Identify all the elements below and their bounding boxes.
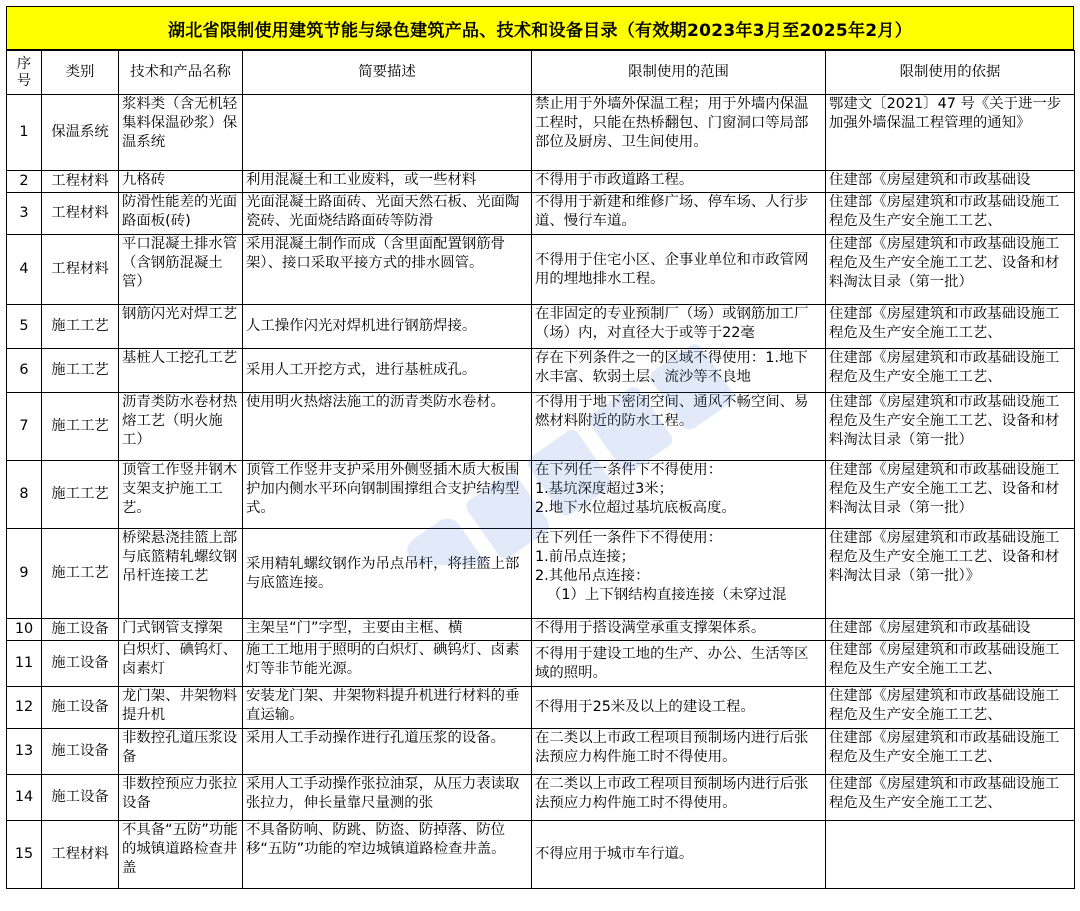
scope-line: 1.前吊点连接； [535,549,636,565]
header-basis: 限制使用的依据 [826,51,1075,95]
scope-line: （1）上下钢结构直接连接（未穿过混 [547,587,787,603]
row-name: 白炽灯、碘钨灯、卤素灯 [119,641,243,687]
row-basis: 住建部《房屋建筑和市政基础设施工程危及生产安全施工工艺、设备和材料淘汰目录（第一批） [826,235,1075,305]
row-number: 13 [7,729,42,775]
row-scope: 不得用于地下密闭空间、通风不畅空间、易燃材料附近的防水工程。 [532,393,826,461]
row-name: 沥青类防水卷材热熔工艺（明火施工） [119,393,243,461]
row-basis [826,821,1075,889]
row-basis: 住建部《房屋建筑和市政基础设施工程危及生产安全施工工艺、设备和材料淘汰目录（第一批） [826,461,1075,529]
row-number: 6 [7,349,42,393]
row-scope: 禁止用于外墙外保温工程；用于外墙内保温工程时，只能在热桥翻包、门窗洞口等局部部位及厨房、卫生间使用。 [532,95,826,171]
table-row [7,349,1075,393]
scope-line: 2.其他吊点连接： [535,568,650,584]
row-name: 门式钢管支撑架 [119,619,243,641]
row-category: 工程材料 [42,821,119,889]
table-row [7,821,1075,889]
row-number: 11 [7,641,42,687]
row-description: 采用人工手动操作进行孔道压浆的设备。 [243,729,532,775]
table-title: 湖北省限制使用建筑节能与绿色建筑产品、技术和设备目录（有效期2023年3月至2025年2月） [6,6,1074,50]
row-scope: 不得应用于城市车行道。 [532,821,826,889]
row-number: 8 [7,461,42,529]
row-name: 钢筋闪光对焊工艺 [119,305,243,349]
row-basis: 住建部《房屋建筑和市政基础设施工程危及生产安全施工工艺、设备和材料淘汰目录（第一批）》 [826,529,1075,619]
row-description: 光面混凝土路面砖、光面天然石板、光面陶瓷砖、光面烧结路面砖等防滑 [243,193,532,235]
table-row [7,619,1075,641]
row-basis: 住建部《房屋建筑和市政基础设 [826,619,1075,641]
row-scope [532,461,826,529]
row-scope: 存在下列条件之一的区域不得使用：1.地下水丰富、软弱土层、流沙等不良地 [532,349,826,393]
header-description: 简要描述 [243,51,532,95]
table-row [7,641,1075,687]
row-category: 施工工艺 [42,529,119,619]
table-row [7,687,1075,729]
table-row [7,235,1075,305]
row-description: 采用人工开挖方式，进行基桩成孔。 [243,349,532,393]
row-category: 施工设备 [42,729,119,775]
row-basis: 住建部《房屋建筑和市政基础设施工程危及生产安全施工工艺、 [826,349,1075,393]
table-header [7,51,1075,95]
row-scope: 不得用于市政道路工程。 [532,171,826,193]
row-number: 7 [7,393,42,461]
row-scope: 不得用于搭设满堂承重支撑架体系。 [532,619,826,641]
row-basis: 住建部《房屋建筑和市政基础设施工程危及生产安全施工工艺、设备和材料淘汰目录（第一批） [826,393,1075,461]
table-row [7,461,1075,529]
header-name: 技术和产品名称 [119,51,243,95]
table-row [7,393,1075,461]
row-basis: 住建部《房屋建筑和市政基础设 [826,171,1075,193]
row-name: 非数控孔道压浆设备 [119,729,243,775]
row-basis: 住建部《房屋建筑和市政基础设施工程危及生产安全施工工艺、 [826,775,1075,821]
row-number: 4 [7,235,42,305]
table-row [7,775,1075,821]
row-description: 人工操作闪光对焊机进行钢筋焊接。 [243,305,532,349]
row-category: 施工设备 [42,641,119,687]
scope-line: 1.基坑深度超过3米； [535,481,674,497]
row-basis: 鄂建文〔2021〕47 号《关于进一步加强外墙保温工程管理的通知》 [826,95,1075,171]
row-name: 顶管工作竖井钢木支架支护施工工艺。 [119,461,243,529]
row-description: 采用精轧螺纹钢作为吊点吊杆，将挂篮上部与底篮连接。 [243,529,532,619]
row-category: 施工工艺 [42,305,119,349]
header-no: 序号 [7,51,42,95]
row-basis: 住建部《房屋建筑和市政基础设施工程危及生产安全施工工艺、 [826,687,1075,729]
row-scope: 不得用于25米及以上的建设工程。 [532,687,826,729]
row-number: 3 [7,193,42,235]
row-description: 施工工地用于照明的白炽灯、碘钨灯、卤素灯等非节能光源。 [243,641,532,687]
row-name: 龙门架、井架物料提升机 [119,687,243,729]
catalog-sheet [6,6,1074,889]
row-number: 14 [7,775,42,821]
scope-line: 2.地下水位超过基坑底板高度。 [535,500,736,516]
row-number: 12 [7,687,42,729]
row-name: 不具备“五防”功能的城镇道路检查井盖 [119,821,243,889]
row-category: 施工工艺 [42,393,119,461]
table-body [7,95,1075,889]
row-name: 平口混凝土排水管（含钢筋混凝土管） [119,235,243,305]
row-number: 2 [7,171,42,193]
row-category: 施工设备 [42,619,119,641]
row-category: 工程材料 [42,235,119,305]
table-row [7,171,1075,193]
table-row [7,305,1075,349]
row-category: 工程材料 [42,171,119,193]
row-category: 施工工艺 [42,349,119,393]
row-number: 10 [7,619,42,641]
row-basis: 住建部《房屋建筑和市政基础设施工程危及生产安全施工工艺、 [826,641,1075,687]
row-basis: 住建部《房屋建筑和市政基础设施工程危及生产安全施工工艺、 [826,193,1075,235]
row-description: 采用混凝土制作而成（含里面配置钢筋骨架）、接口采取平接方式的排水圆管。 [243,235,532,305]
row-basis: 住建部《房屋建筑和市政基础设施工程危及生产安全施工工艺、 [826,729,1075,775]
row-category: 施工设备 [42,775,119,821]
row-number: 1 [7,95,42,171]
row-description: 使用明火热熔法施工的沥青类防水卷材。 [243,393,532,461]
table-row [7,95,1075,171]
table-row [7,729,1075,775]
row-name: 基桩人工挖孔工艺 [119,349,243,393]
row-name: 非数控预应力张拉设备 [119,775,243,821]
row-name: 浆料类（含无机轻集料保温砂浆）保温系统 [119,95,243,171]
row-description: 利用混凝土和工业废料，或一些材料 [243,171,532,193]
row-description: 采用人工手动操作张拉油泵，从压力表读取张拉力，伸长量靠尺量测的张 [243,775,532,821]
row-description [243,95,532,171]
row-name: 桥梁悬浇挂篮上部与底篮精轧螺纹钢吊杆连接工艺 [119,529,243,619]
row-description: 安装龙门架、井架物料提升机进行材料的垂直运输。 [243,687,532,729]
table-row [7,193,1075,235]
scope-line: 在下列任一条件下不得使用： [535,462,723,478]
row-number: 15 [7,821,42,889]
row-scope [532,529,826,619]
row-scope: 在二类以上市政工程项目预制场内进行后张法预应力构件施工时不得使用。 [532,775,826,821]
scope-line: 在下列任一条件下不得使用： [535,530,723,546]
catalog-table [6,50,1075,889]
row-scope: 在非固定的专业预制厂（场）或钢筋加工厂（场）内，对直径大于或等于22毫 [532,305,826,349]
row-category: 工程材料 [42,193,119,235]
row-category: 施工工艺 [42,461,119,529]
row-name: 防滑性能差的光面路面板(砖) [119,193,243,235]
row-scope: 在二类以上市政工程项目预制场内进行后张法预应力构件施工时不得使用。 [532,729,826,775]
row-scope: 不得用于新建和维修广场、停车场、人行步道、慢行车道。 [532,193,826,235]
row-description: 主架呈“门”字型，主要由主框、横 [243,619,532,641]
row-category: 保温系统 [42,95,119,171]
header-category: 类别 [42,51,119,95]
table-row [7,529,1075,619]
row-scope: 不得用于住宅小区、企事业单位和市政管网用的埋地排水工程。 [532,235,826,305]
row-description: 顶管工作竖井支护采用外侧竖插木质大板围护加内侧水平环向钢制围撑组合支护结构型式。 [243,461,532,529]
header-scope: 限制使用的范围 [532,51,826,95]
row-number: 5 [7,305,42,349]
row-category: 施工设备 [42,687,119,729]
row-basis: 住建部《房屋建筑和市政基础设施工程危及生产安全施工工艺、 [826,305,1075,349]
row-scope: 不得用于建设工地的生产、办公、生活等区域的照明。 [532,641,826,687]
row-description: 不具备防响、防跳、防盗、防掉落、防位移“五防”功能的窄边城镇道路检查井盖。 [243,821,532,889]
row-number: 9 [7,529,42,619]
row-name: 九格砖 [119,171,243,193]
